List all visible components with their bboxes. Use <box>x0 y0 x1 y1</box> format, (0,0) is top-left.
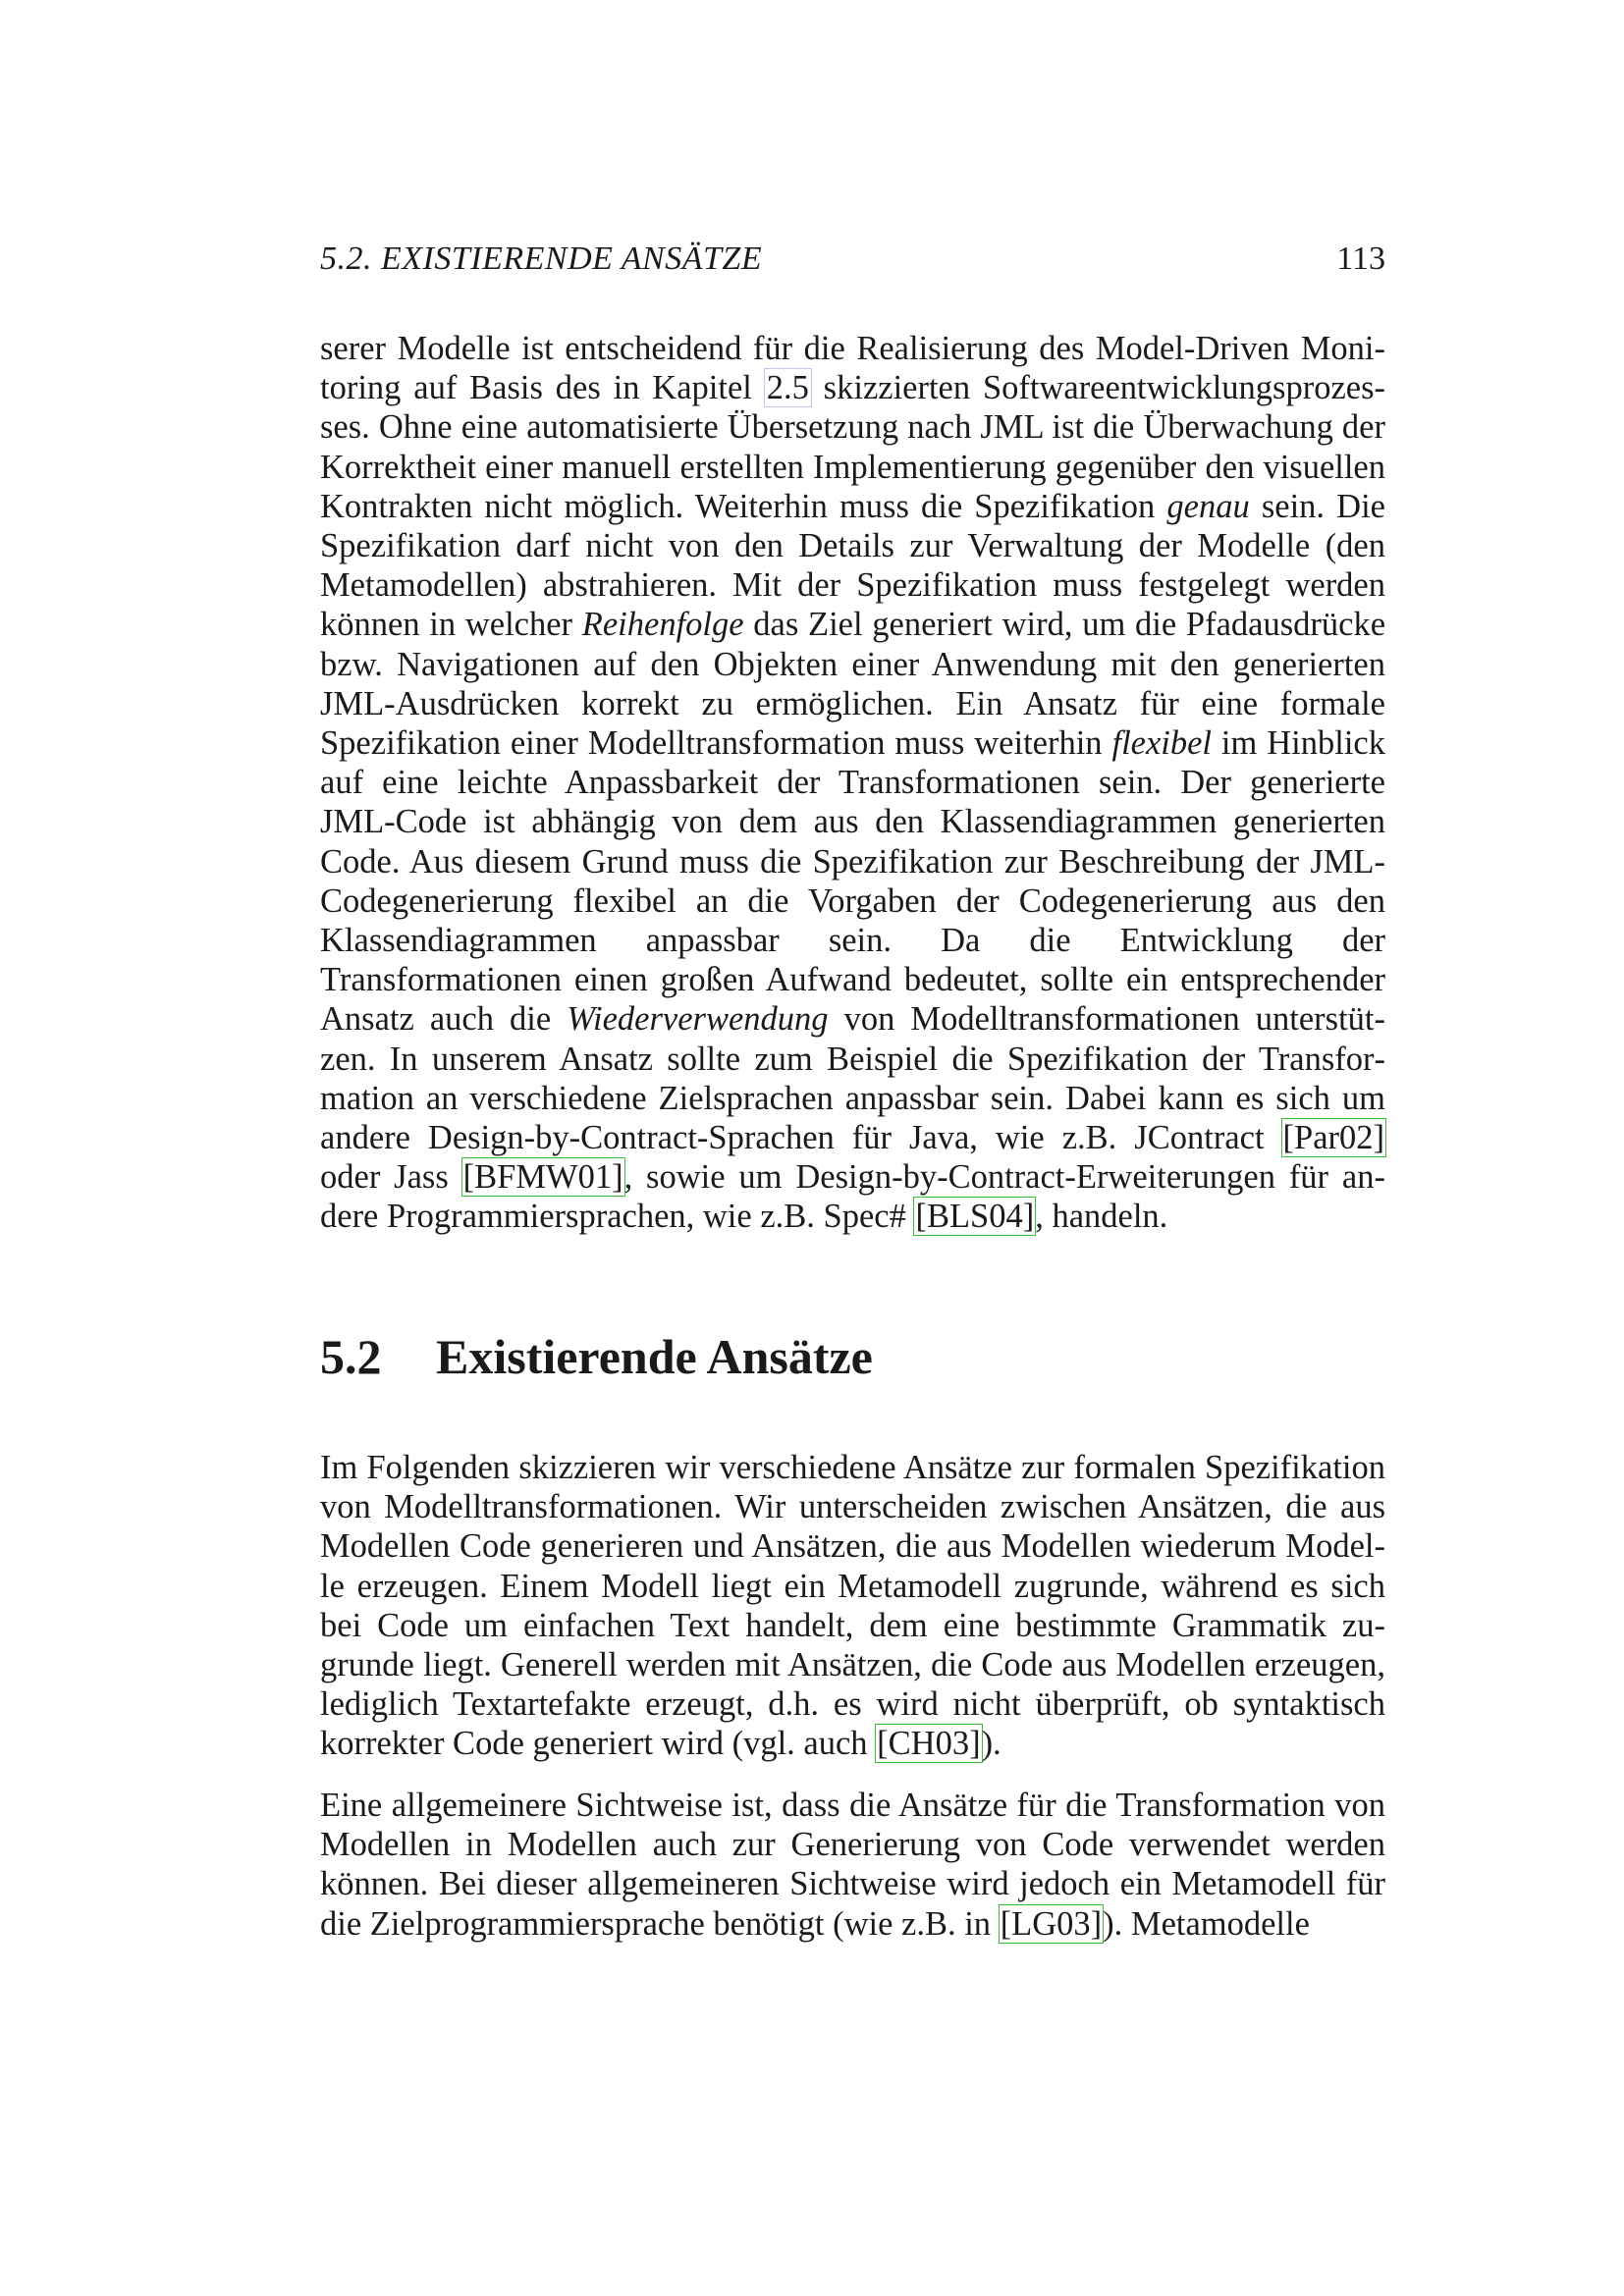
emphasis-reihenfolge: Reihenfolge <box>581 606 744 644</box>
chapter-reference-link[interactable]: 2.5 <box>764 368 812 407</box>
paragraph-intro <box>320 1448 1385 1764</box>
citation-link-ch03[interactable]: [CH03] <box>877 1725 981 1763</box>
running-header <box>320 240 1385 279</box>
text-run: ). <box>981 1725 1001 1763</box>
text-run: im Hinblick auf eine leichte Anpassbarkeit der Transformationen sein. Der generierte JML-Code ist abhängig von dem aus den Klassendiagrammen generierten Code. Aus diesem Grund muss die Spezifikation zur Beschreibung der JML-Codegenerierung flexibel an die Vorgaben der Codegenerierung aus den Klassendiagrammen anpassbar sein. Da die Entwicklung der Transformationen einen großen Aufwand bedeutet, sollte ein entsprechender Ansatz auch die <box>320 724 1385 1039</box>
text-run: Eine allgemeinere Sichtweise ist, dass die Ansätze für die Transformation von Modellen in Modellen auch zur Generierung von Code verwendet werden können. Bei dieser allgemeineren Sichtweise wird jedoch ein Metamodell für die Zielprogrammiersprache benötigt (wie z.B. in <box>320 1787 1385 1943</box>
emphasis-wiederverwendung: Wiederverwendung <box>567 1000 829 1039</box>
text-run: , handeln. <box>1035 1198 1168 1236</box>
text-run: sein. Die Spezifikation darf nicht von den Details zur Verwaltung der Modelle (den Metamodellen) abstrahieren. Mit der Spezifikation muss festgelegt werden können in welcher <box>320 487 1385 644</box>
text-run: von Modelltransformationen unterstützen. In unserem Ansatz sollte zum Beispiel die Spezifikation der Transformation an verschiedene Zielsprachen anpassbar sein. Dabei kann es sich um andere Design-by-Contract-Sprachen für Java, wie z.B. JContract <box>320 1000 1385 1157</box>
citation-link-lg03[interactable]: [LG03] <box>1000 1904 1103 1943</box>
text-run: ). Metamodelle <box>1103 1904 1310 1943</box>
text-run: skizzierten Softwareentwicklungsprozesses. Ohne eine automatisierte Übersetzung nach JML ist die Überwachung der Korrektheit einer manuell erstellten Implementierung gegenüber den visuellen Kontrakten nicht möglich. Weiterhin muss die Spezifikation <box>320 369 1386 525</box>
section-number: 5.2 <box>320 1329 382 1384</box>
text-run: oder Jass <box>320 1158 462 1197</box>
paragraph-requirements <box>320 329 1385 1237</box>
emphasis-flexibel: flexibel <box>1111 724 1213 763</box>
paragraph-general-view <box>320 1786 1385 1944</box>
page-number: 113 <box>1336 240 1385 277</box>
text-run: , sowie um Design-by-Contract-Erweiterungen für andere Programmiersprachen, wie z.B. Spec# <box>320 1158 1385 1236</box>
running-title: 5.2. EXISTIERENDE ANSÄTZE <box>320 240 763 277</box>
emphasis-genau: genau <box>1166 487 1250 525</box>
text-run: serer Modelle ist entscheidend für die Realisierung des Model-Driven Monitoring auf Basis des in Kapitel <box>320 330 1385 407</box>
citation-link-par02[interactable]: [Par02] <box>1282 1119 1384 1157</box>
citation-link-bls04[interactable]: [BLS04] <box>915 1198 1035 1236</box>
section-heading <box>320 1327 1385 1386</box>
text-run: das Ziel generiert wird, um die Pfadausdrücke bzw. Navigationen auf den Objekten einer Anwendung mit den generierten JML-Ausdrücken korrekt zu ermöglichen. Ein Ansatz für eine formale Spezifikation einer Modelltransformation muss weiterhin <box>320 606 1386 763</box>
citation-link-bfmw01[interactable]: [BFMW01] <box>462 1158 623 1197</box>
section-title-text: Existierende Ansätze <box>436 1329 873 1384</box>
text-run: Im Folgenden skizzieren wir verschiedene Ansätze zur formalen Spezifikation von Modelltransformationen. Wir unterscheiden zwischen Ansätzen, die aus Modellen Code generieren und Ansätzen, die aus Modellen wiederum Modelle erzeugen. Einem Modell liegt ein Metamodell zugrunde, während es sich bei Code um einfachen Text handelt, dem eine bestimmte Grammatik zugrunde liegt. Generell werden mit Ansätzen, die Code aus Modellen erzeugen, lediglich Textartefakte erzeugt, d.h. es wird nicht überprüft, ob syntaktisch korrekter Code generiert wird (vgl. auch <box>320 1449 1385 1763</box>
